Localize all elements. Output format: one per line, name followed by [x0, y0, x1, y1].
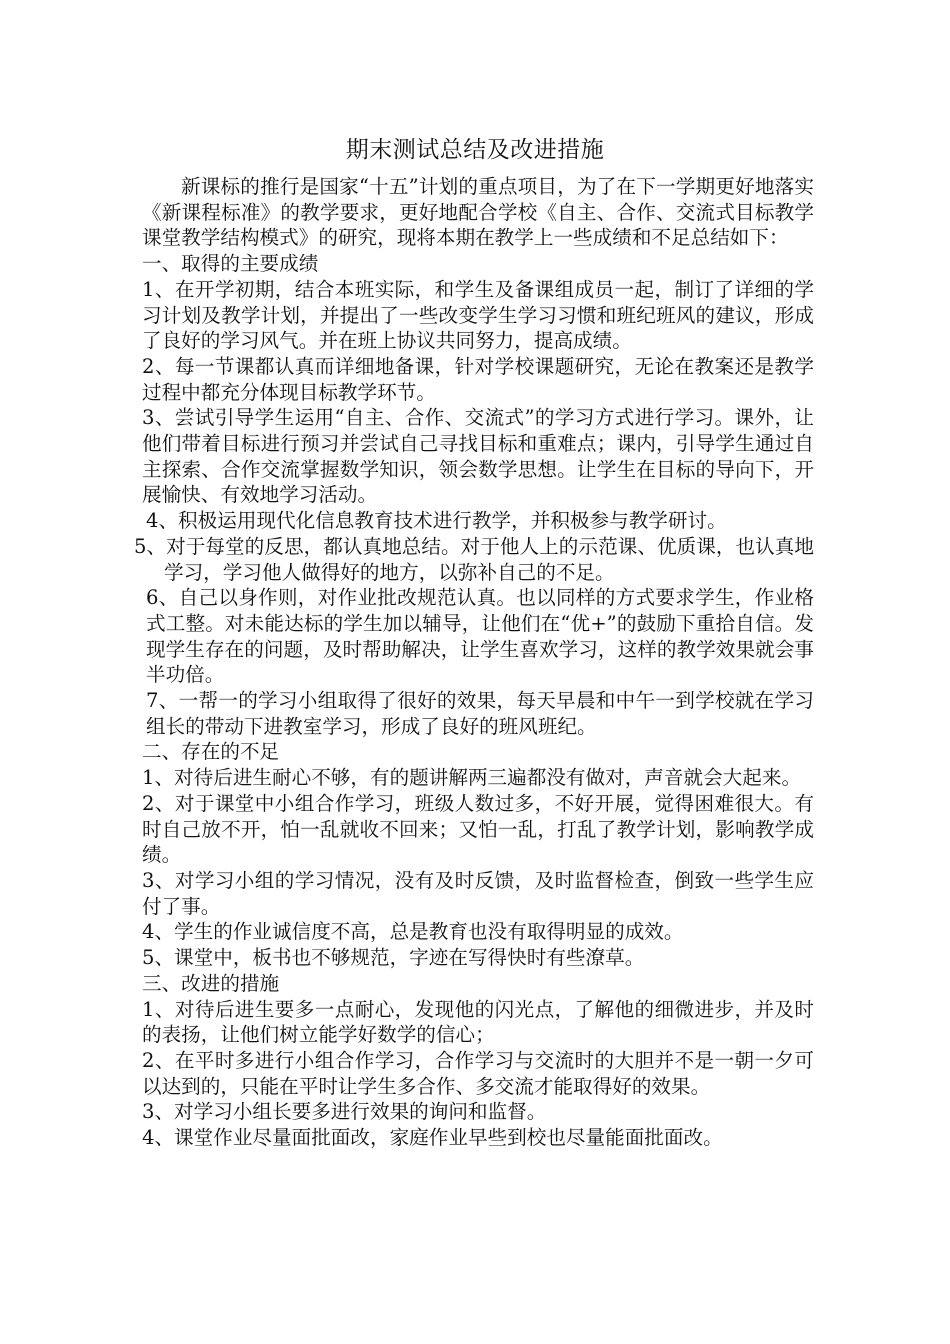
section-3-item: 2、在平时多进行小组合作学习，合作学习与交流时的大胆并不是一朝一夕可以达到的，只能在平时让学生多合作、多交流才能取得好的效果。: [142, 1048, 814, 1098]
section-2-item: 4、学生的作业诚信度不高，总是教育也没有取得明显的成效。: [142, 920, 684, 944]
section-2-heading: 二、存在的不足: [142, 740, 280, 764]
section-1-heading: 一、取得的主要成绩: [142, 252, 319, 276]
section-1-item: 2、每一节课都认真而详细地备课，针对学校课题研究，无论在教案还是教学过程中都充分体现目标教学环节。: [142, 354, 814, 404]
section-3-item: 3、对学习小组长要多进行效果的询问和监督。: [142, 1100, 547, 1124]
section-2-item: 3、对学习小组的学习情况，没有及时反馈，及时监督检查，倒致一些学生应付了事。: [142, 868, 814, 918]
section-2-item: 2、对于课堂中小组合作学习，班级人数过多，不好开展，觉得困难很大。有时自己放不开，怕一乱就收不回来；又怕一乱，打乱了教学计划，影响教学成绩。: [142, 791, 814, 867]
section-3-item: 1、对待后进生要多一点耐心，发现他的闪光点，了解他的细微进步，并及时的表扬，让他们树立能学好数学的信心；: [142, 997, 814, 1047]
section-2-item: 1、对待后进生耐心不够，有的题讲解两三遍都没有做对，声音就会大起来。: [142, 766, 802, 790]
section-3-heading: 三、改进的措施: [142, 971, 280, 995]
section-1-item: 3、尝试引导学生运用“自主、合作、交流式”的学习方式进行学习。课外，让他们带着目标进行预习并尝试自己寻找目标和重难点；课内，引导学生通过自主探索、合作交流掌握数学知识，领会数学思想。让学生在目标的导向下，开展愉快、有效地学习活动。: [142, 406, 814, 507]
document-body: [134, 174, 814, 1151]
section-1-item: 6、自己以身作则，对作业批改规范认真。也以同样的方式要求学生，作业格式工整。对未能达标的学生加以辅导，让他们在“优+”的鼓励下重拾自信。发现学生存在的问题，及时帮助解决，让学生喜欢学习，这样的教学效果就会事半功倍。: [146, 586, 814, 687]
section-2-item: 5、课堂中，板书也不够规范，字迹在写得快时有些潦草。: [142, 946, 645, 970]
section-1-item: 7、一帮一的学习小组取得了很好的效果，每天早晨和中午一到学校就在学习组长的带动下进教室学习，形成了良好的班风班纪。: [146, 689, 814, 738]
section-3-item: 4、课堂作业尽量面批面改，家庭作业早些到校也尽量能面批面改。: [142, 1126, 723, 1150]
intro-paragraph: 新课标的推行是国家“十五”计划的重点项目，为了在下一学期更好地落实《新课程标准》的教学要求，更好地配合学校《自主、合作、交流式目标教学课堂教学结构模式》的研究，现将本期在教学上一些成绩和不足总结如下：: [142, 175, 814, 250]
section-1-item: 5、对于每堂的反思，都认真地总结。对于他人上的示范课、优质课，也认真地学习，学习他人做得好的地方，以弥补自己的不足。: [134, 534, 814, 584]
section-1-item: 4、积极运用现代化信息教育技术进行教学，并积极参与教学研讨。: [146, 509, 727, 533]
section-1-item: 1、在开学初期，结合本班实际，和学生及备课组成员一起，制订了详细的学习计划及教学计划，并提出了一些改变学生学习习惯和班纪班风的建议，形成了良好的学习风气。并在班上协议共同努力，提高成绩。: [142, 277, 814, 353]
document-title: 期末测试总结及改进措施: [345, 137, 605, 163]
